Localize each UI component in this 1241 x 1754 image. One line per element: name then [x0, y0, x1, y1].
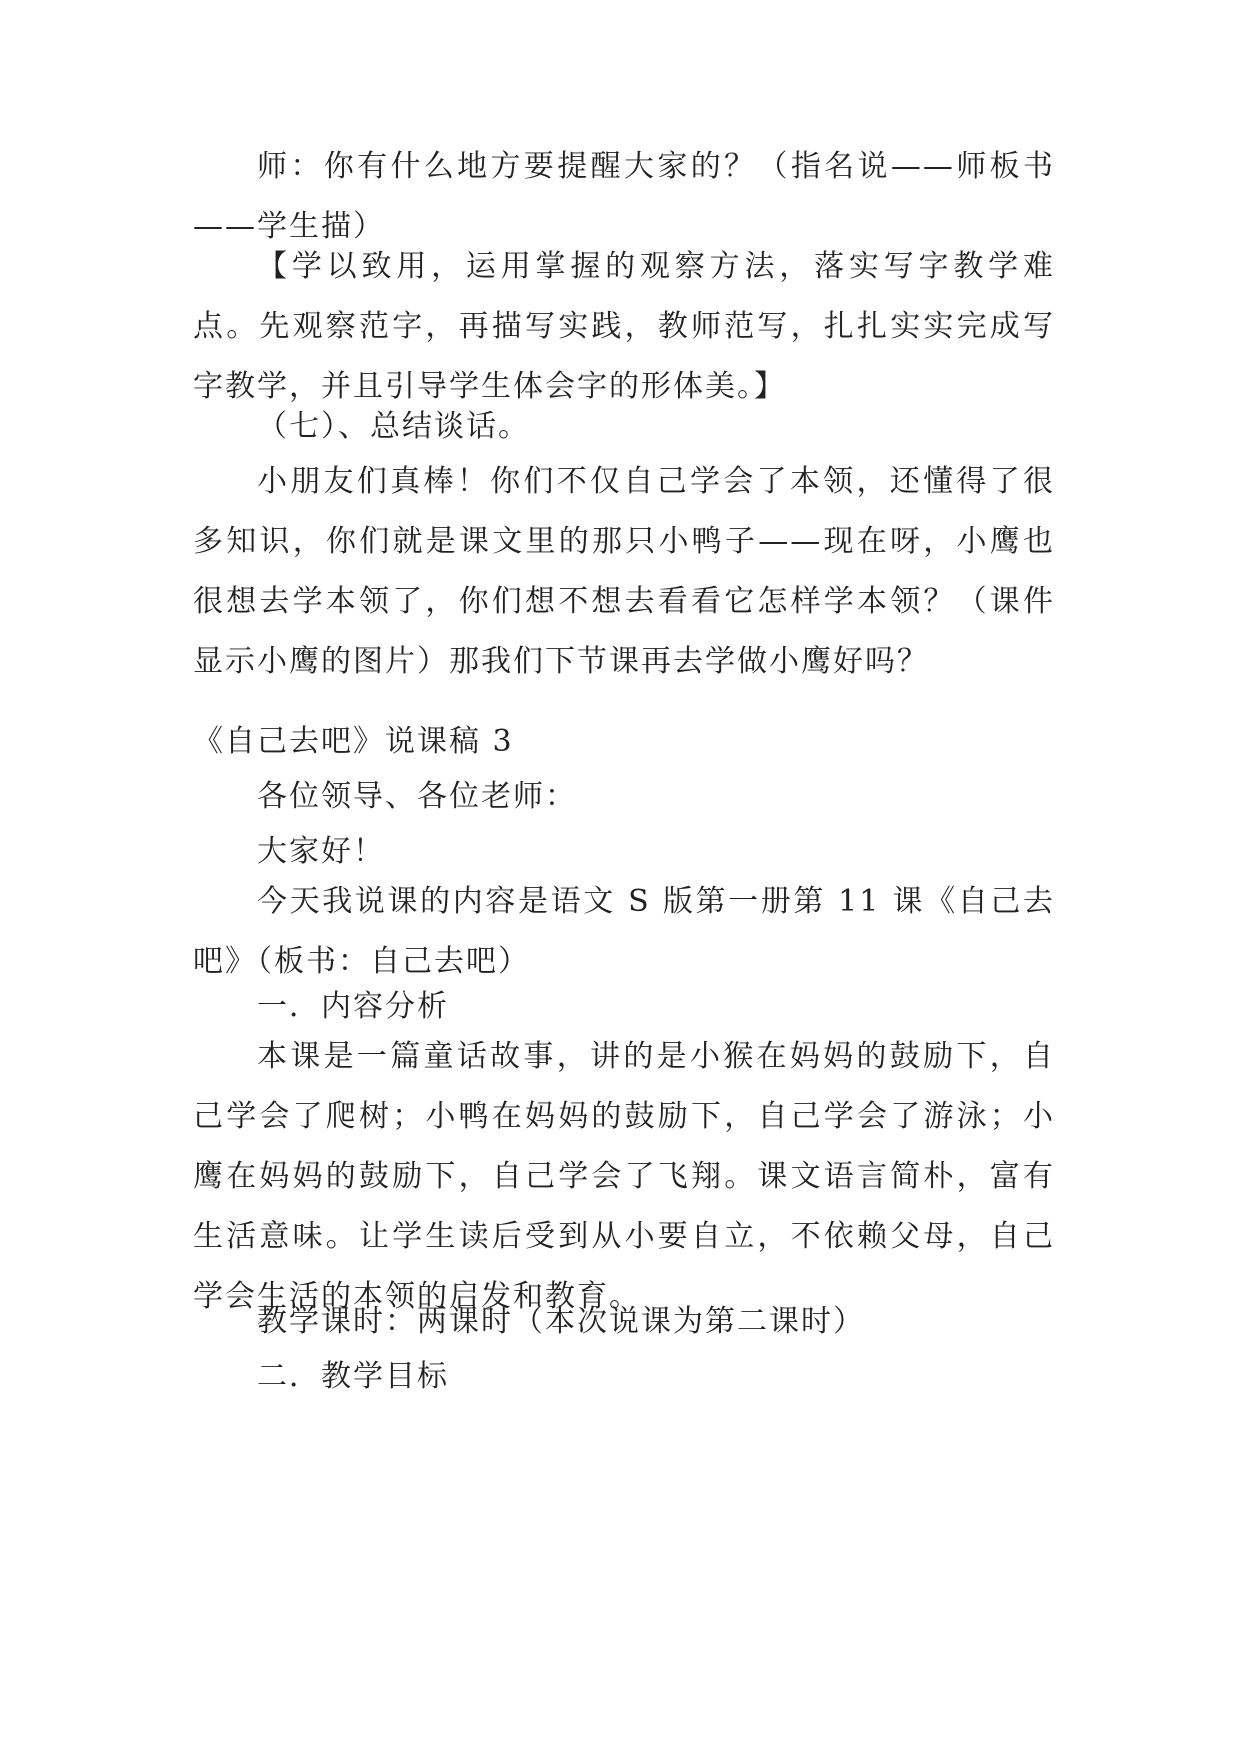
paragraph-content-analysis: 本课是一篇童话故事，讲的是小猴在妈妈的鼓励下，自己学会了爬树；小鸭在妈妈的鼓励下，自己学会了游泳；小鹰在妈妈的鼓励下，自己学会了飞翔。课文语言简朴，富有生活意味。让学生读后受到从小要自立，不依赖父母，自己学会生活的本领的启发和教育。 — [193, 1039, 1055, 1314]
section-heading-summary: （七）、总结谈话。 — [257, 409, 530, 444]
paragraph-teacher-question: 师：你有什么地方要提醒大家的？（指名说——师板书——学生描） — [193, 149, 1055, 244]
section-heading-teaching-goals: 二．教学目标 — [257, 1359, 449, 1394]
paragraph-class-hours: 教学课时：两课时（本次说课为第二课时） — [257, 1304, 865, 1339]
paragraph-teaching-note: 【学以致用，运用掌握的观察方法，落实写字教学难点。先观察范字，再描写实践，教师范写，扎扎实实完成写字教学，并且引导学生体会字的形体美。】 — [193, 249, 1055, 404]
paragraph-lesson-content: 今天我说课的内容是语文 S 版第一册第 11 课《自己去吧》（板书：自己去吧） — [193, 884, 1055, 979]
document-title: 《自己去吧》说课稿 3 — [193, 724, 514, 759]
paragraph-greeting-audience: 各位领导、各位老师： — [257, 779, 577, 814]
section-heading-content-analysis: 一．内容分析 — [257, 989, 449, 1024]
paragraph-summary-talk: 小朋友们真棒！你们不仅自己学会了本领，还懂得了很多知识，你们就是课文里的那只小鸭子——现在呀，小鹰也很想去学本领了，你们想不想去看看它怎样学本领？（课件显示小鹰的图片）那我们下节课再去学做小鹰好吗？ — [193, 464, 1055, 679]
paragraph-greeting: 大家好！ — [257, 834, 385, 869]
